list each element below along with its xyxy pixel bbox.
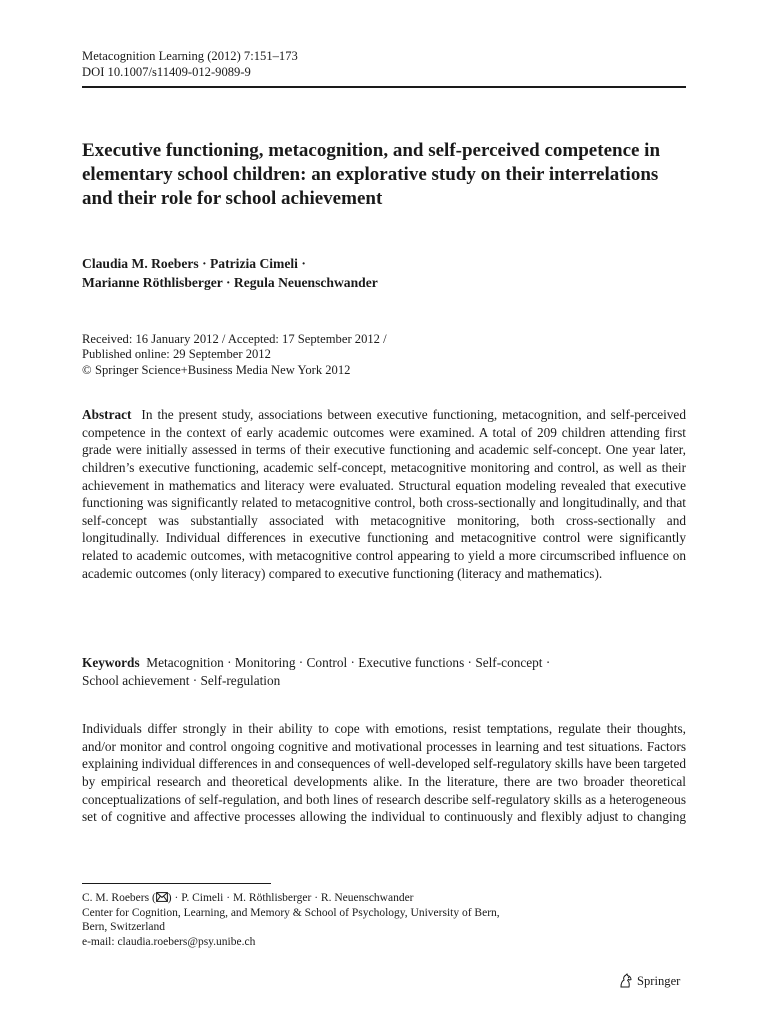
affiliation-line-2: Bern, Switzerland — [82, 921, 166, 934]
footnote-rule — [82, 883, 271, 884]
corresponding-email: e-mail: claudia.roebers@psy.unibe.ch — [82, 935, 256, 948]
abstract-text: In the present study, associations between executive functioning, metacognition, and self-perceived competence in the context of early academic outcomes were examined. A total of 209 children attending first grade were initially assessed in terms of their executive functioning and academic self-concept. One year later, children’s executive functioning, academic self-concept, metacognitive monitoring and control, as well as their achievement in mathematics and literacy were evaluated. Structural equation modeling revealed that executive functioning was significantly related to metacognitive control, both cross-sectionally and longitudinally, and that self-concept was substantially associated with metacognitive monitoring, both cross-sectionally and longitudinally. Individual differences in executive functioning and metacognitive control were significantly related to academic outcomes, with metacognitive control appearing to yield a more circumscribed influence on academic outcomes (only literacy) compared to executive functioning (literacy and mathematics). — [82, 407, 686, 581]
affiliation-line-1: Center for Cognition, Learning, and Memory & School of Psychology, University of Bern, — [82, 906, 500, 919]
keywords-label: Keywords — [82, 655, 140, 670]
footnote-authors-after: ) · P. Cimeli · M. Röthlisberger · R. Neuenschwander — [167, 892, 414, 904]
envelope-icon — [156, 892, 168, 902]
authors-line-2: Marianne Röthlisberger · Regula Neuenschwander — [82, 274, 378, 290]
journal-header — [82, 48, 298, 80]
journal-doi: DOI 10.1007/s11409-012-9089-9 — [82, 65, 251, 79]
keywords-list-2: School achievement · Self-regulation — [82, 672, 281, 688]
publisher-name: Springer — [637, 973, 681, 988]
copyright-symbol: © — [82, 362, 92, 377]
copyright-line — [82, 363, 387, 378]
publisher-mark — [618, 973, 680, 989]
springer-horse-icon — [618, 973, 634, 989]
header-rule — [82, 86, 686, 88]
keywords-line-1 — [82, 654, 686, 672]
author-footnote — [82, 891, 500, 949]
abstract-label: Abstract — [82, 407, 132, 422]
published-online-date: Published online: 29 September 2012 — [82, 347, 271, 362]
author-list — [82, 255, 378, 292]
keywords-list-1: Metacognition · Monitoring · Control · Executive functions · Self-concept · — [146, 655, 551, 670]
footnote-authors — [82, 891, 500, 906]
received-accepted-date: Received: 16 January 2012 / Accepted: 17 September 2012 / — [82, 332, 387, 346]
keywords — [82, 654, 686, 690]
abstract — [82, 406, 686, 582]
article-page — [82, 0, 686, 1024]
journal-citation: Metacognition Learning (2012) 7:151–173 — [82, 49, 298, 63]
abstract-spacer — [131, 407, 141, 422]
footnote-authors-before: C. M. Roebers ( — [82, 892, 156, 904]
authors-line-1: Claudia M. Roebers · Patrizia Cimeli · — [82, 256, 306, 271]
article-title: Executive functioning, metacognition, and self-perceived competence in elementary school children: an explorative study on their interrelations and their role for school achievement — [82, 140, 661, 210]
body-paragraph: Individuals differ strongly in their ability to cope with emotions, resist temptations, regulate their thoughts, and/or monitor and control ongoing cognitive and motivational processes in learning and test situations. Factors explaining individual differences in and consequences of well-developed self-regulatory skills have been targeted by empirical research and theoretical developments alike. In the literature, there are two broader theoretical conceptualizations of self-regulation, and both lines of research describe self-regulatory skills as a heterogeneous set of cognitive and affective processes allowing the individual to continuously and flexibly adjust to changing — [82, 721, 686, 825]
publication-dates — [82, 332, 387, 378]
copyright-text: Springer Science+Business Media New York 2012 — [95, 362, 351, 377]
